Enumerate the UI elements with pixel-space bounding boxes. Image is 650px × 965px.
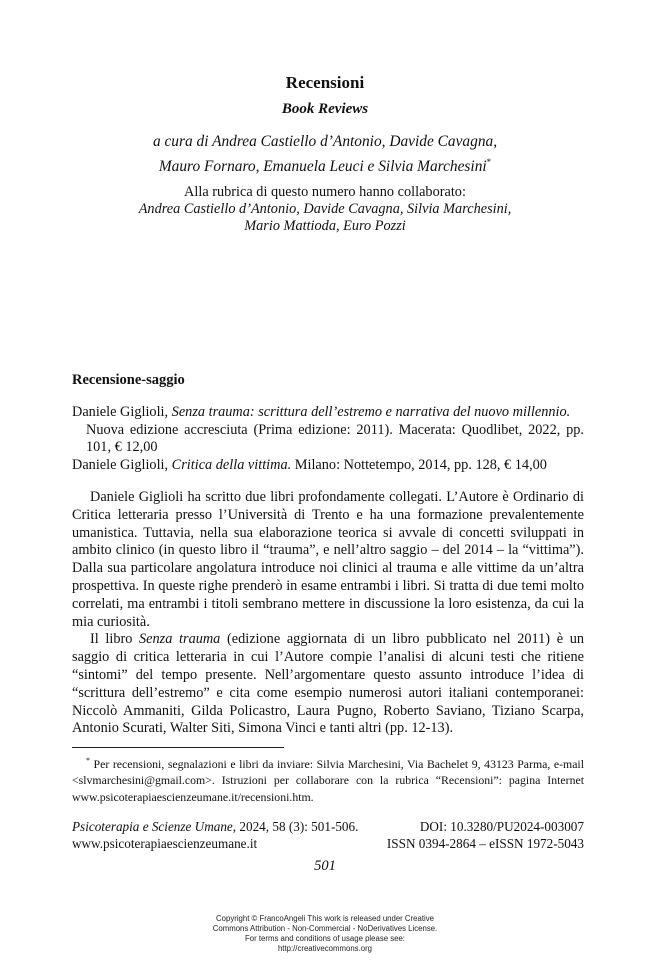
paragraph-1: Daniele Giglioli ha scritto due libri profondamente collegati. L’Autore è Ordinario di Critica letteraria presso l’Università di Trento e ha una formazione prevalentemente umanistica. Tuttavia, nella sua elaborazione teorica si avvale di concetti sviluppati in ambito clinico (in questo libro il “trauma”, e nell’altro saggio – del 2014 – la “vittima”). Dalla sua particolare angolatura introduce noi clinici al trauma e alle vittime da un’altra prospettiva. In queste righe prenderò in esame entrambi i libri. Si tratta di due temi molto correlati, ma entrambi i titoli sembrano mettere in discussione la loro esistenza, da cui la mia curiosità. bbox=[72, 489, 584, 630]
journal-volume: , 2024, 58 (3): 501-506. bbox=[232, 819, 359, 834]
journal-info bbox=[72, 818, 584, 852]
journal-name: Psicoterapia e Scienze Umane bbox=[72, 819, 233, 834]
paragraph-2 bbox=[72, 631, 584, 738]
reference-author: Daniele Giglioli, bbox=[72, 456, 172, 473]
collaborators-names-1: Andrea Castiello d’Antonio, Davide Cavagna, Silvia Marchesini, bbox=[138, 201, 512, 217]
page-title: Recensioni bbox=[285, 73, 365, 92]
reference-1 bbox=[72, 404, 584, 457]
reference-2 bbox=[72, 457, 584, 475]
body-text bbox=[72, 489, 584, 738]
journal-row-1 bbox=[72, 818, 584, 835]
editors-block bbox=[0, 132, 650, 177]
paragraph-2-book-title: Senza trauma bbox=[139, 631, 221, 648]
footnote-marker: * bbox=[486, 157, 492, 167]
journal-issn: ISSN 0394-2864 – eISSN 1972-5043 bbox=[386, 836, 584, 851]
footnote-text-block bbox=[72, 753, 584, 805]
section-heading: Recensione-saggio bbox=[72, 372, 185, 388]
footnote bbox=[72, 753, 584, 805]
paragraph-2-rest: (edizione aggiornata di un libro pubblicato nel 2011) è un saggio di critica letteraria in cui l’Autore compie l’analisi di alcuni testi che ritiene “sintomi” del tempo presente. Nell’argomentare questo assunto introduce l’idea di “scrittura dell’estremo” e cita come esempio numerosi autori italiani contemporanei: Niccolò Ammaniti, Gilda Policastro, Laura Pugno, Roberto Saviano, Tiziano Scarpa, Antonio Scurati, Walter Siti, Simona Vinci e tanti altri (pp. 12-13). bbox=[72, 631, 584, 737]
page-subtitle: Book Reviews bbox=[281, 101, 369, 117]
journal-website: www.psicoterapiaescienzeumane.it bbox=[72, 836, 258, 851]
reference-title: Senza trauma: scrittura dell’estremo e narrativa del nuovo millennio. bbox=[171, 404, 571, 420]
footnote-mark: * bbox=[86, 756, 90, 765]
collaborators-block bbox=[0, 184, 650, 235]
license-line-3: For terms and conditions of usage please see: bbox=[245, 934, 405, 943]
license-line-4: http://creativecommons.org bbox=[277, 944, 373, 953]
footnote-text: Per recensioni, segnalazioni e libri da inviare: Silvia Marchesini, Via Bachelet 9, 43123 Parma, e-mail <slvmarchesini@gmail.com>. Istruzioni per collaborare con la rubrica “Recensioni”: pagina Internet www.psicoterapiaescienzeumane.it/recensioni.htm. bbox=[72, 756, 584, 804]
journal-row-2 bbox=[72, 835, 584, 852]
reference-list bbox=[72, 404, 584, 474]
reference-details: Milano: Nottetempo, 2014, pp. 128, € 14,00 bbox=[291, 456, 547, 473]
journal-citation bbox=[72, 818, 358, 835]
editors-line-2 bbox=[0, 152, 650, 177]
collaborators-names-2: Mario Mattioda, Euro Pozzi bbox=[244, 218, 406, 234]
license-line-2: Commons Attribution - Non-Commercial - NoDerivatives License. bbox=[212, 924, 438, 933]
paragraph-2-start: Il libro bbox=[90, 631, 140, 648]
page-number: 501 bbox=[314, 858, 336, 874]
journal-doi: DOI: 10.3280/PU2024-003007 bbox=[419, 819, 584, 834]
collaborators-intro: Alla rubrica di questo numero hanno collaborato: bbox=[184, 184, 466, 200]
license-line-1: Copyright © FrancoAngeli This work is released under Creative bbox=[216, 914, 434, 923]
footnote-divider bbox=[72, 747, 284, 748]
reference-author: Daniele Giglioli, bbox=[72, 404, 172, 420]
license-notice bbox=[0, 914, 650, 954]
reference-title: Critica della vittima. bbox=[171, 456, 292, 473]
editors-line-1: a cura di Andrea Castiello d’Antonio, Davide Cavagna, bbox=[152, 133, 498, 150]
reference-details: Nuova edizione accresciuta (Prima edizione: 2011). Macerata: Quodlibet, 2022, pp. 101, € 12,00 bbox=[86, 421, 584, 455]
editors-line-2-text: Mauro Fornaro, Emanuela Leuci e Silvia Marchesini bbox=[158, 158, 487, 176]
